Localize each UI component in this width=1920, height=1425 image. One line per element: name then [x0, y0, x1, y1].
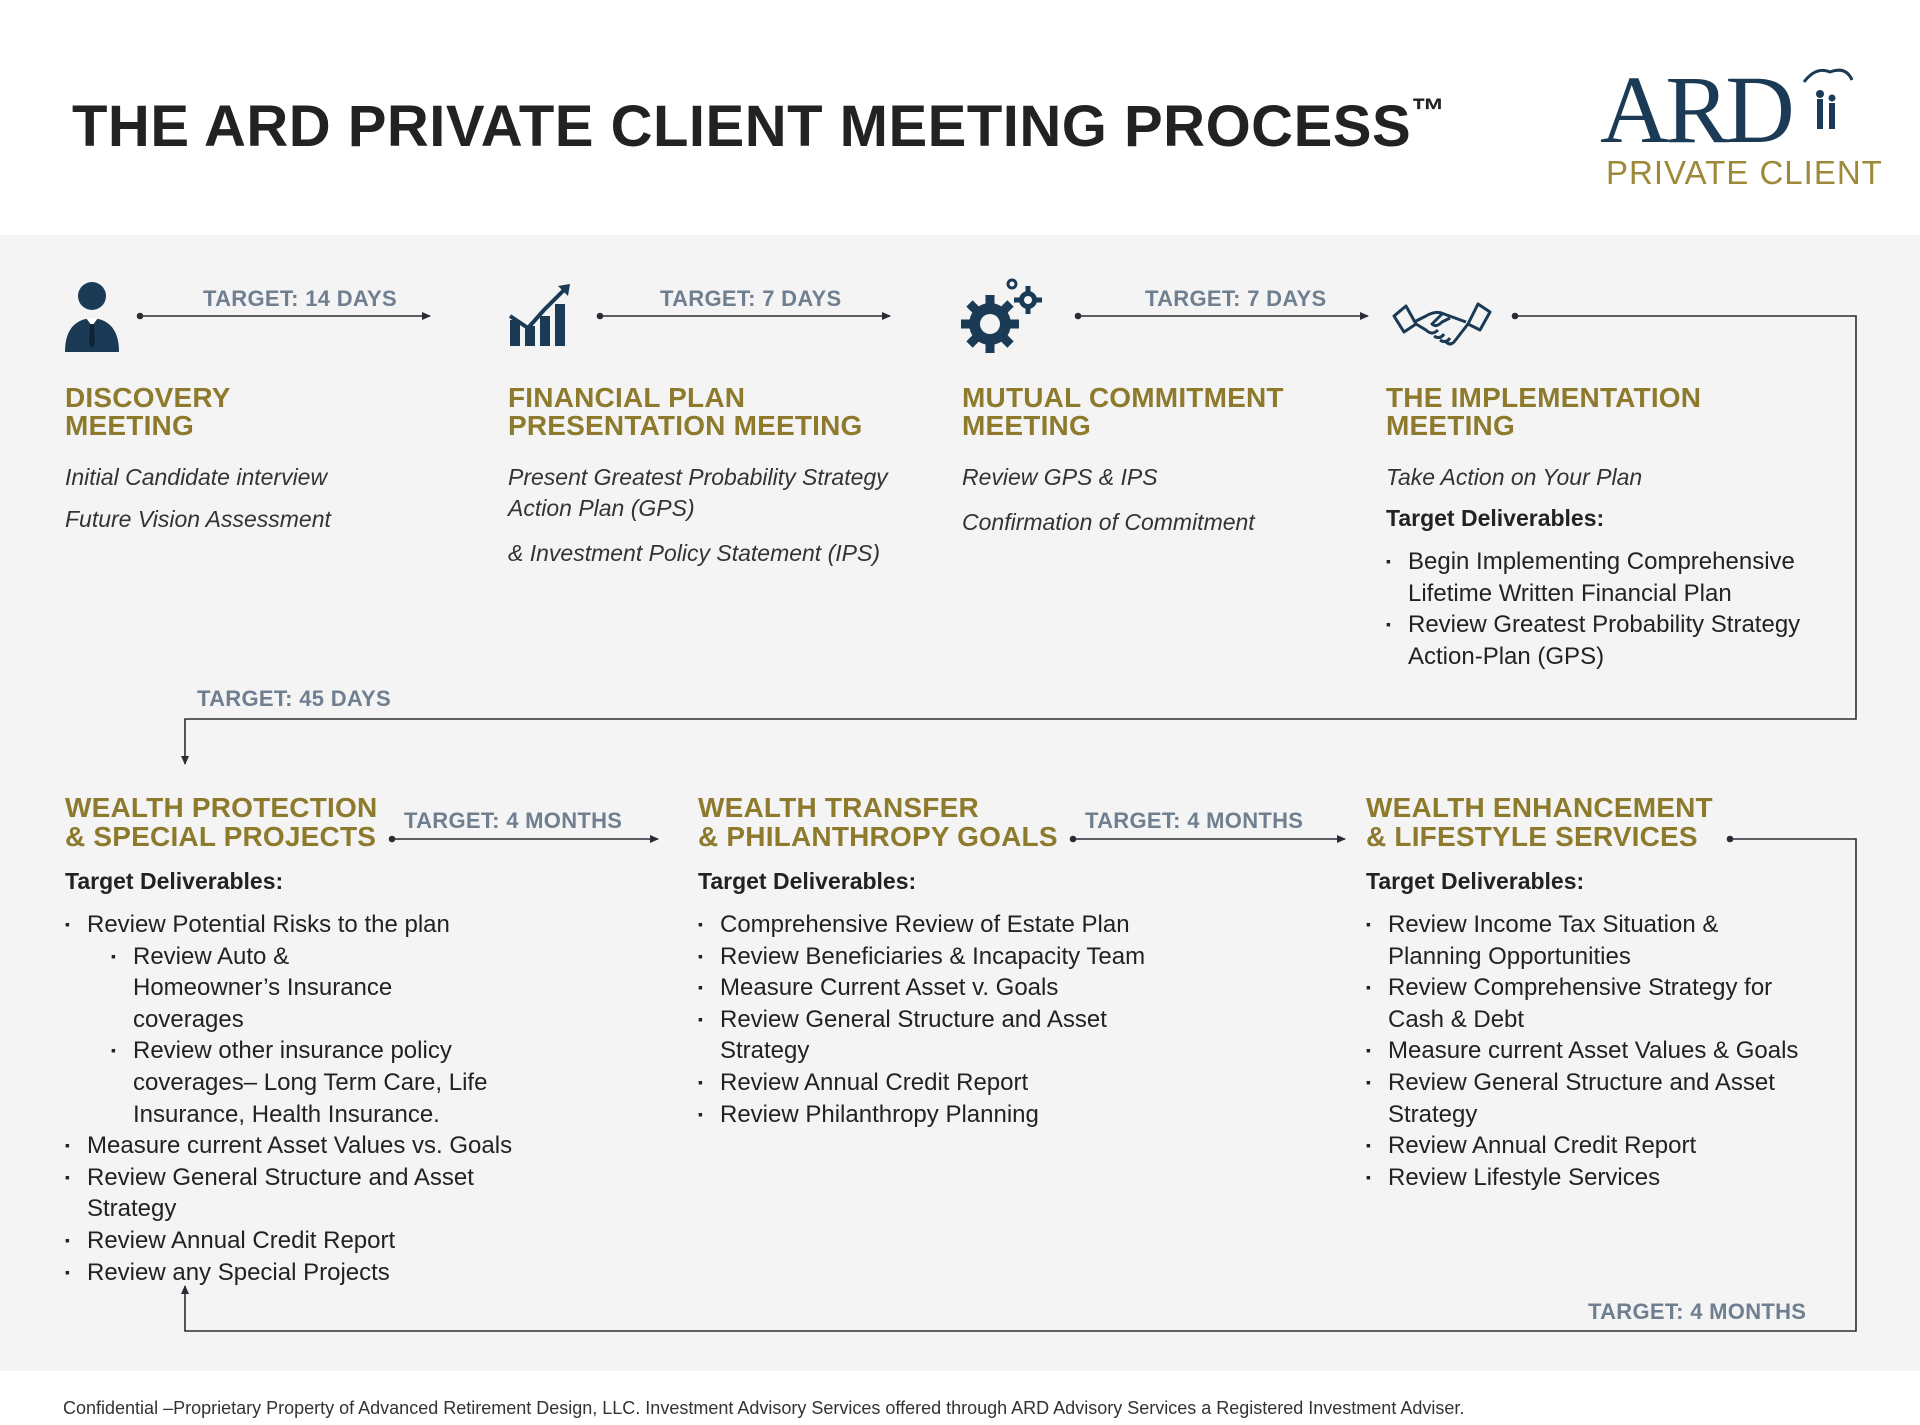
arrow-discovery-to-financial: [138, 314, 431, 319]
step-title-line1: MUTUAL COMMITMENT: [962, 382, 1284, 413]
step-wealth-enhancement: [1366, 794, 1846, 1193]
step-title-line1: WEALTH ENHANCEMENT: [1366, 792, 1713, 823]
list-item: ▪ Review Income Tax Situation & Planning Opportunities: [1366, 909, 1778, 972]
arrow-financial-to-commitment: [598, 314, 891, 319]
gears-icon: [960, 276, 1046, 356]
step-title-line2: & LIFESTYLE SERVICES: [1366, 821, 1698, 852]
list-item: ▪ Measure Current Asset v. Goals: [698, 972, 1178, 1004]
handshake-icon: [1392, 298, 1492, 354]
target-label-14-days: TARGET: 14 DAYS: [203, 286, 397, 311]
deliverables-list: [1386, 546, 1846, 672]
step-description: Action Plan (GPS): [508, 495, 695, 521]
step-title-line2: & PHILANTHROPY GOALS: [698, 821, 1058, 852]
list-item: ▪ Measure current Asset Values vs. Goals: [65, 1130, 545, 1162]
arrow-commitment-to-implementation: [1076, 314, 1369, 319]
logo-mark: ARD: [1600, 56, 1791, 163]
growth-chart-icon: [508, 284, 574, 348]
target-label-7-days-a: TARGET: 7 DAYS: [660, 286, 842, 311]
step-title-line1: DISCOVERY: [65, 382, 231, 413]
deliverables-heading: Target Deliverables:: [65, 868, 284, 894]
deliverables-list: [65, 909, 545, 1288]
list-item: ▪ Review Philanthropy Planning: [698, 1099, 1178, 1131]
deliverables-heading: Target Deliverables:: [1366, 868, 1585, 894]
list-subitem: ▪ Review other insurance policy coverages– Long Term Care, Life Insurance, Health Insurance.: [111, 1035, 503, 1130]
step-financial-plan-presentation: [508, 384, 928, 569]
list-item: ▪ Review Annual Credit Report: [1366, 1130, 1846, 1162]
step-description: Future Vision Assessment: [65, 506, 331, 532]
step-title-line2: PRESENTATION MEETING: [508, 410, 863, 441]
deliverables-list: [698, 909, 1178, 1130]
step-description: Review GPS & IPS: [962, 464, 1158, 490]
step-mutual-commitment-meeting: [962, 384, 1362, 538]
step-description: & Investment Policy Statement (IPS): [508, 540, 880, 566]
list-item: ▪ Review Annual Credit Report: [65, 1225, 545, 1257]
list-item: ▪ Review Annual Credit Report: [698, 1067, 1178, 1099]
list-item: ▪ Review Comprehensive Strategy for Cash & Debt: [1366, 972, 1818, 1035]
list-item: ▪ Measure current Asset Values & Goals: [1366, 1035, 1846, 1067]
step-title-line1: FINANCIAL PLAN: [508, 382, 746, 413]
list-item: ▪ Comprehensive Review of Estate Plan: [698, 909, 1178, 941]
step-title-line1: WEALTH PROTECTION: [65, 792, 378, 823]
deliverables-heading: Target Deliverables:: [698, 868, 917, 894]
step-title-line1: THE IMPLEMENTATION: [1386, 382, 1702, 413]
list-item: ▪ Review Greatest Probability Strategy Action-Plan (GPS): [1386, 609, 1846, 672]
page-title-text: THE ARD PRIVATE CLIENT MEETING PROCESS: [72, 94, 1412, 159]
list-item: ▪ Begin Implementing Comprehensive Lifetime Written Financial Plan: [1386, 546, 1846, 609]
step-title-line2: MEETING: [962, 410, 1091, 441]
target-label-45-days: TARGET: 45 DAYS: [197, 686, 391, 711]
step-description: Confirmation of Commitment: [962, 509, 1255, 535]
legal-disclaimer: Confidential –Proprietary Property of Advanced Retirement Design, LLC. Investment Advisory Services offered through ARD Advisory Services a Registered Investment Adviser.: [63, 1398, 1465, 1418]
logo-subtitle: PRIVATE CLIENT: [1606, 154, 1883, 191]
step-wealth-transfer: [698, 794, 1178, 1130]
list-item: ▪ Review General Structure and Asset Strategy: [65, 1162, 517, 1225]
target-label-4-months-b: TARGET: 4 MONTHS: [1085, 808, 1304, 833]
trademark-mark: ™: [1411, 92, 1446, 130]
step-description: Initial Candidate interview: [65, 464, 328, 490]
list-subitem: ▪ Review Auto & Homeowner’s Insurance coverages: [111, 941, 433, 1036]
step-title-line2: MEETING: [65, 410, 194, 441]
list-item: ▪ Review any Special Projects: [65, 1257, 545, 1289]
person-icon: [62, 278, 122, 354]
list-item: ▪ Review Lifestyle Services: [1366, 1162, 1846, 1194]
step-description: Present Greatest Probability Strategy: [508, 464, 888, 490]
list-item: ▪ Review Beneficiaries & Incapacity Team: [698, 941, 1178, 973]
deliverables-heading: Target Deliverables:: [1386, 505, 1605, 531]
step-implementation-meeting: [1386, 384, 1846, 672]
target-label-4-months-loop: TARGET: 4 MONTHS: [1588, 1299, 1807, 1324]
step-title-line2: & SPECIAL PROJECTS: [65, 821, 377, 852]
list-item: ▪ Review General Structure and Asset Strategy: [1366, 1067, 1818, 1130]
target-label-7-days-b: TARGET: 7 DAYS: [1145, 286, 1327, 311]
deliverables-list: [1366, 909, 1846, 1193]
target-label-4-months-a: TARGET: 4 MONTHS: [404, 808, 623, 833]
step-description: Take Action on Your Plan: [1386, 464, 1643, 490]
list-item: ▪ Review Potential Risks to the plan: [65, 909, 545, 941]
step-title-line2: MEETING: [1386, 410, 1515, 441]
list-item: ▪ Review General Structure and Asset Strategy: [698, 1004, 1150, 1067]
step-discovery-meeting: [65, 384, 445, 535]
step-wealth-protection: [65, 794, 545, 1288]
step-title-line1: WEALTH TRANSFER: [698, 792, 979, 823]
